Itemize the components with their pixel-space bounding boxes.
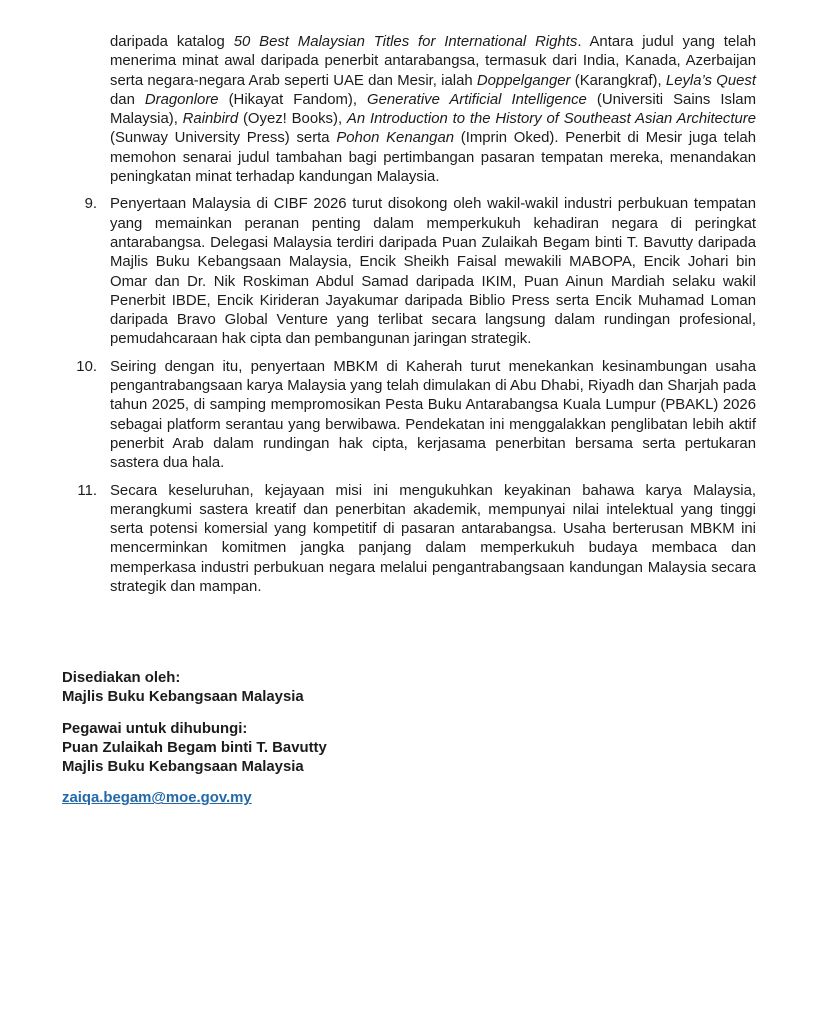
email-link[interactable]: zaiqa.begam@moe.gov.my bbox=[62, 790, 252, 807]
contact-org: Majlis Buku Kebangsaan Malaysia bbox=[62, 759, 304, 776]
list-number: 11. bbox=[77, 482, 97, 499]
document-footer bbox=[62, 669, 327, 809]
email-block bbox=[62, 789, 327, 808]
numbered-paragraph-9 bbox=[84, 195, 756, 349]
document-body bbox=[76, 33, 757, 605]
list-text: Seiring dengan itu, penyertaan MBKM di Kaherah turut menekankan kesinambungan usaha pengantrabangsaan karya Malaysia yang telah dimulakan di Abu Dhabi, Riyadh dan Sharjah pada tahun 2025, di samping mempromosikan Pesta Buku Antarabangsa Kuala Lumpur (PBAKL) 2026 sebagai platform serantau yang berwibawa. Pendekatan ini menggalakkan penglibatan lebih aktif penerbit Arab dalam rundingan hak cipta, kerjasama penerbitan bersama serta pertukaran sastera dua hala. bbox=[110, 358, 756, 472]
contact-block bbox=[62, 720, 327, 778]
prepared-by-name: Majlis Buku Kebangsaan Malaysia bbox=[62, 689, 304, 706]
numbered-paragraph-10 bbox=[76, 358, 756, 474]
contact-name: Puan Zulaikah Begam binti T. Bavutty bbox=[62, 739, 327, 756]
list-number: 10. bbox=[76, 358, 97, 375]
contact-label: Pegawai untuk dihubungi: bbox=[62, 720, 248, 737]
list-text: Penyertaan Malaysia di CIBF 2026 turut disokong oleh wakil-wakil industri perbukuan tempatan yang memainkan peranan penting dalam memperkukuh kehadiran negara di peringkat antarabangsa. Delegasi Malaysia terdiri daripada Puan Zulaikah Begam binti T. Bavutty daripada Majlis Buku Kebangsaan Malaysia, Encik Sheikh Faisal mewakili MABOPA, Encik Johari bin Omar dan Dr. Nik Roskiman Abdul Samad daripada IKIM, Puan Ainun Mardiah selaku wakil Penerbit IBDE, Encik Kirideran Jayakumar daripada Biblio Press serta Encik Muhamad Loman daripada Bravo Global Venture yang terlibat secara langsung dalam rundingan profesional, pemudahcaraan hak cipta dan pembangunan jaringan strategik. bbox=[110, 196, 756, 348]
paragraph-continuation: daripada katalog 50 Best Malaysian Titles for International Rights. Antara judul yang telah menerima minat awal daripada penerbit antarabangsa, termasuk dari India, Kanada, Azerbaijan serta negara-negara Arab seperti UAE dan Mesir, ialah Doppelganger (Karangkraf), Leyla’s Quest dan Dragonlore (Hikayat Fandom), Generative Artificial Intelligence (Universiti Sains Islam Malaysia), Rainbird (Oyez! Books), An Introduction to the History of Southeast Asian Architecture (Sunway University Press) serta Pohon Kenangan (Imprin Oked). Penerbit di Mesir juga telah memohon senarai judul tambahan bagi pertimbangan pasaran tempatan mereka, menandakan peningkatan minat terhadap kandungan Malaysia. bbox=[110, 34, 757, 186]
prepared-by-block bbox=[62, 669, 327, 708]
list-text: Secara keseluruhan, kejayaan misi ini mengukuhkan keyakinan bahawa karya Malaysia, merangkumi sastera kreatif dan penerbitan akademik, mempunyai nilai intelektual yang tinggi serta potensi komersial yang kompetitif di pasaran antarabangsa. Usaha berterusan MBKM ini mencerminkan komitmen jangka panjang dalam memperkukuh budaya membaca dan memperkasa industri perbukuan negara melalui pengantrabangsaan kandungan Malaysia secara strategik dan mampan. bbox=[110, 482, 756, 596]
prepared-by-label: Disediakan oleh: bbox=[62, 670, 181, 686]
numbered-paragraph-11 bbox=[77, 482, 756, 598]
list-number: 9. bbox=[84, 196, 97, 213]
